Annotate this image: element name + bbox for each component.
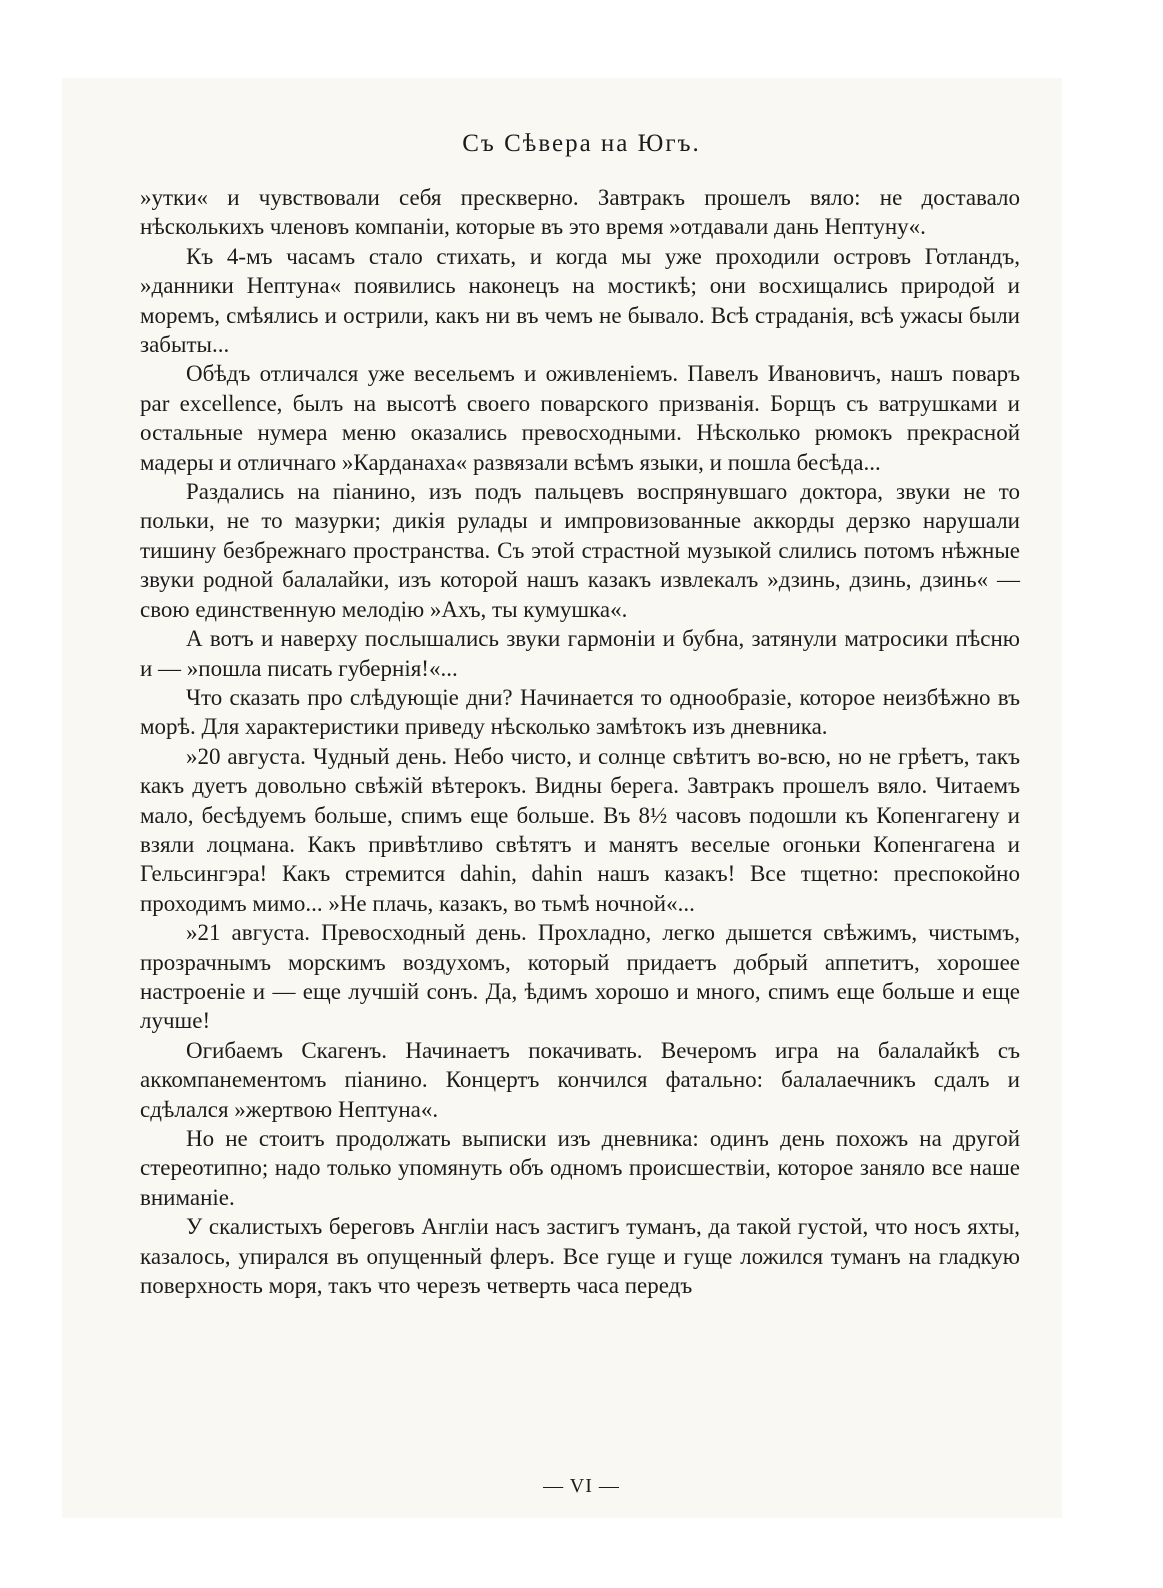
paragraph: А вотъ и наверху послышались звуки гармоніи и бубна, затянули матросики пѣсню и — »пошла писать губернія!«... <box>140 626 1020 681</box>
page-title: Съ Сѣвера на Югъ. <box>462 130 701 157</box>
paragraph: »21 августа. Превосходный день. Прохладно, легко дышется свѣжимъ, чистымъ, прозрачнымъ морскимъ воздухомъ, который придаетъ добрый аппетитъ, хорошее настроеніе и — еще лучшій сонъ. Да, ѣдимъ хорошо и много, спимъ еще больше и еще лучше! <box>140 920 1020 1034</box>
page-number: — VI — <box>543 1475 620 1497</box>
paragraph: Обѣдъ отличался уже весельемъ и оживленіемъ. Павелъ Ивановичъ, нашъ поваръ par excellence, былъ на высотѣ своего поварского призванія. Борщъ съ ватрушками и остальные нумера меню оказались превосходными. Нѣсколько рюмокъ прекрасной мадеры и отличнаго »Карданаха« развязали всѣмъ языки, и пошла бесѣда... <box>140 361 1020 475</box>
body-text <box>140 183 1020 1300</box>
paragraph: »20 августа. Чудный день. Небо чисто, и солнце свѣтитъ во-всю, но не грѣетъ, такъ какъ дуетъ довольно свѣжій вѣтерокъ. Видны берега. Завтракъ прошелъ вяло. Читаемъ мало, бесѣдуемъ больше, спимъ еще больше. Въ 8½ часовъ подошли къ Копенгагену и взяли лоцмана. Какъ привѣтливо свѣтятъ и манятъ веселые огоньки Копенгагена и Гельсингэра! Какъ стремится dahin, dahin нашъ казакъ! Все тщетно: преспокойно проходимъ мимо... »Не плачь, казакъ, во тьмѣ ночной«... <box>140 743 1020 916</box>
paragraph: Но не стоитъ продолжать выписки изъ дневника: одинъ день похожъ на другой стереотипно; надо только упомянуть объ одномъ происшествіи, которое заняло все наше вниманіе. <box>140 1126 1020 1210</box>
paragraph: »утки« и чувствовали себя прескверно. Завтракъ прошелъ вяло: не доставало нѣсколькихъ членовъ компаніи, которые въ это время »отдавали дань Нептуну«. <box>140 185 1020 240</box>
paragraph: Къ 4-мъ часамъ стало стихать, и когда мы уже проходили островъ Готландъ, »данники Нептуна« появились наконецъ на мостикѣ; они восхищались природой и моремъ, смѣялись и острили, какъ ни въ чемъ не бывало. Всѣ страданія, всѣ ужасы были забыты... <box>140 243 1020 358</box>
paragraph: Что сказать про слѣдующіе дни? Начинается то однообразіе, которое неизбѣжно въ морѣ. Для характеристики приведу нѣсколько замѣтокъ изъ дневника. <box>140 684 1020 740</box>
paragraph: Раздались на піанино, изъ подъ пальцевъ воспрянувшаго доктора, звуки не то польки, не то мазурки; дикія рулады и импровизованные аккорды дерзко нарушали тишину безбрежнаго пространства. Съ этой страстной музыкой слились потомъ нѣжные звуки родной балалайки, изъ которой нашъ казакъ извлекалъ »дзинь, дзинь, дзинь« — свою единственную мелодію »Ахъ, ты кумушка«. <box>140 479 1020 622</box>
paragraph: Огибаемъ Скагенъ. Начинаетъ покачивать. Вечеромъ игра на балалайкѣ съ аккомпанементомъ піанино. Концертъ кончился фатально: балалаечникъ сдалъ и сдѣлался »жертвою Нептуна«. <box>140 1037 1020 1122</box>
paragraph: У скалистыхъ береговъ Англіи насъ застигъ туманъ, да такой густой, что носъ яхты, казалось, упирался въ опущенный флеръ. Все гуще и гуще ложился туманъ на гладкую поверхность моря, такъ что черезъ четверть часа передъ <box>140 1214 1020 1299</box>
